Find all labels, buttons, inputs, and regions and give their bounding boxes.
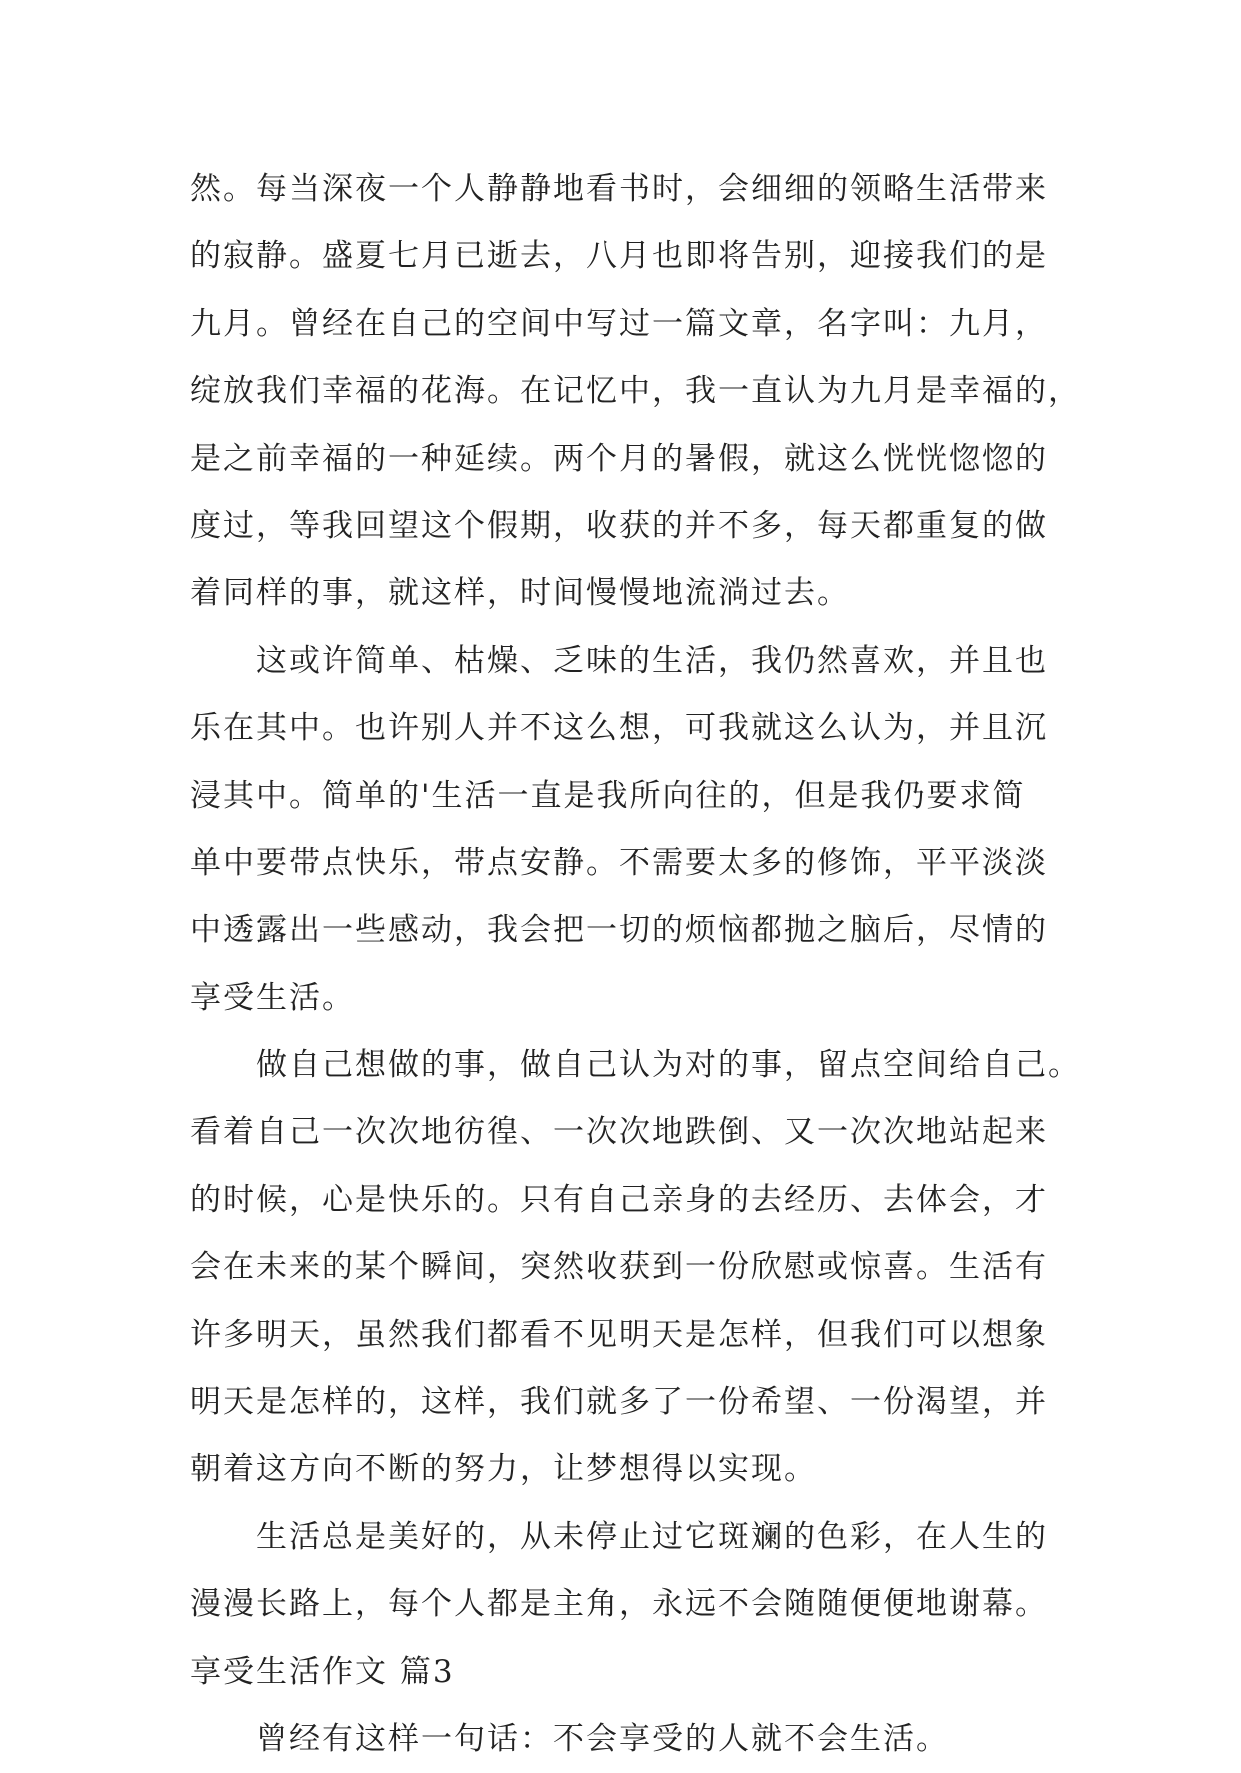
paragraph-start-line: 曾经有这样一句话：不会享受的人就不会生活。 — [256, 1720, 949, 1757]
text-line: 会在未来的某个瞬间，突然收获到一份欣慰或惊喜。生活有 — [190, 1249, 1048, 1286]
text-line: 明天是怎样的，这样，我们就多了一份希望、一份渴望，并 — [190, 1384, 1048, 1421]
text-line: 然。每当深夜一个人静静地看书时，会细细的领略生活带来 — [190, 171, 1048, 207]
section-heading: 享受生活作文 篇3 — [190, 1653, 455, 1690]
text-line: 乐在其中。也许别人并不这么想，可我就这么认为，并且沉 — [190, 710, 1048, 747]
paragraph-start-line: 这或许简单、枯燥、乏味的生活，我仍然喜欢，并且也 — [256, 642, 1048, 679]
text-line: 九月。曾经在自己的空间中写过一篇文章，名字叫：九月， — [190, 305, 1048, 342]
text-line: 看着自己一次次地彷徨、一次次地跌倒、又一次次地站起来 — [190, 1114, 1048, 1151]
text-line: 度过，等我回望这个假期，收获的并不多，每天都重复的做 — [190, 507, 1048, 544]
paragraph-start-line: 生活总是美好的，从未停止过它斑斓的色彩，在人生的 — [256, 1518, 1048, 1555]
text-line: 浸其中。简单的'生活一直是我所向往的，但是我仍要求简 — [190, 777, 1026, 814]
text-line: 的寂静。盛夏七月已逝去，八月也即将告别，迎接我们的是 — [190, 238, 1048, 275]
paragraph-start-line: 做自己想做的事，做自己认为对的事，留点空间给自己。 — [256, 1047, 1081, 1084]
essay-body — [190, 156, 1081, 1773]
text-line: 漫漫长路上，每个人都是主角，永远不会随随便便地谢幕。 — [190, 1586, 1048, 1623]
text-line: 许多明天，虽然我们都看不见明天是怎样，但我们可以想象 — [190, 1316, 1048, 1353]
text-line: 是之前幸福的一种延续。两个月的暑假，就这么恍恍惚惚的 — [190, 440, 1048, 477]
text-line: 单中要带点快乐，带点安静。不需要太多的修饰，平平淡淡 — [190, 844, 1048, 881]
text-line: 中透露出一些感动，我会把一切的烦恼都抛之脑后，尽情的 — [190, 912, 1048, 949]
text-line: 朝着这方向不断的努力，让梦想得以实现。 — [190, 1451, 817, 1488]
text-line: 享受生活。 — [190, 979, 355, 1016]
text-line: 的时候，心是快乐的。只有自己亲身的去经历、去体会，才 — [190, 1181, 1048, 1218]
text-line: 绽放我们幸福的花海。在记忆中，我一直认为九月是幸福的， — [190, 373, 1081, 410]
text-line: 着同样的事，就这样，时间慢慢地流淌过去。 — [190, 575, 850, 612]
